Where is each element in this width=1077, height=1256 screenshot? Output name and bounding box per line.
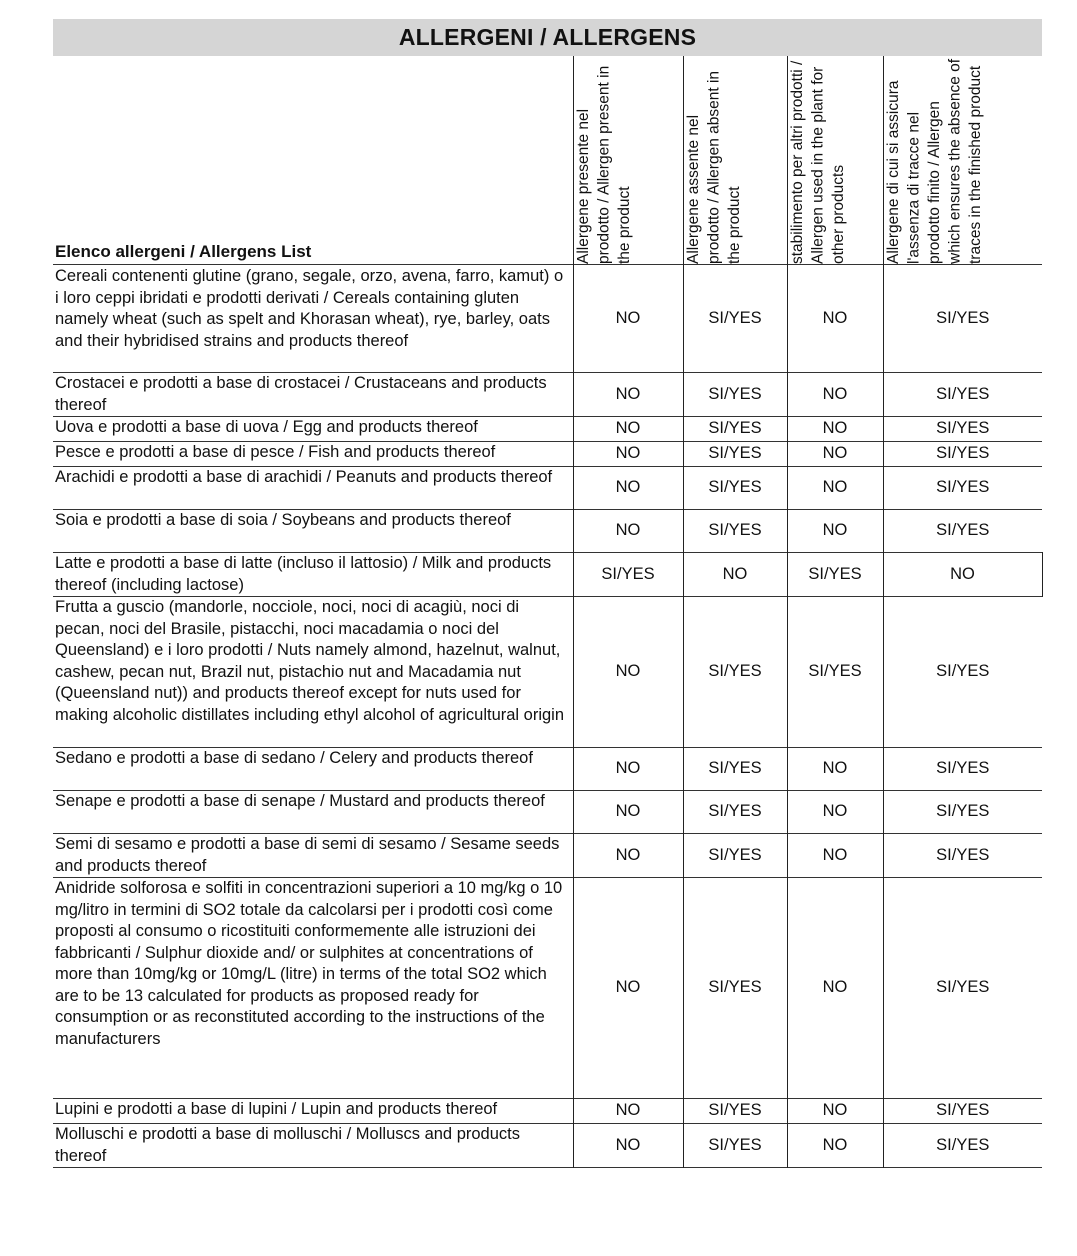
- page-title: ALLERGENI / ALLERGENS: [53, 19, 1042, 56]
- absent-value: SI/YES: [683, 791, 787, 834]
- allergen-name: Anidride solforosa e solfiti in concentrazioni superiori a 10 mg/kg o 10 mg/litro in termini di SO2 totale da calcolarsi per i prodotti così come proposti al consumo o ricostituiti conformemente alle istruzioni dei fabbricanti / Sulphur dioxide and/ or sulphites at concentrations of more than 10mg/kg or 10mg/L (litre) in terms of the total SO2 which are to be 13 calculated for products as proposed ready for consumption or as reconstituted according to the instructions of the manufacturers: [55, 879, 563, 1048]
- table-row: [53, 1099, 1042, 1124]
- traces-value: SI/YES: [883, 373, 1042, 417]
- plant-value: SI/YES: [787, 597, 883, 748]
- allergen-name: Uova e prodotti a base di uova / Egg and products thereof: [55, 418, 478, 436]
- plant-value: NO: [787, 467, 883, 510]
- header-absent-text: Allergene assente nel prodotto / Allergen absent in the product: [684, 70, 743, 264]
- absent-value: NO: [683, 553, 787, 597]
- traces-value: SI/YES: [883, 878, 1042, 1099]
- traces-value: SI/YES: [883, 467, 1042, 510]
- table-row: [53, 442, 1042, 467]
- absent-value: SI/YES: [683, 265, 787, 373]
- traces-value: NO: [883, 553, 1042, 597]
- header-no-traces-text: Allergene di cui si assicura l'assenza di tracce nel prodotto finito / Allergen which ensures the absence of traces in the finished product: [884, 58, 984, 264]
- traces-value: SI/YES: [883, 597, 1042, 748]
- absent-value: SI/YES: [683, 417, 787, 442]
- header-present: [573, 56, 683, 265]
- table-row: [53, 834, 1042, 878]
- allergen-name: Senape e prodotti a base di senape / Mustard and products thereof: [55, 792, 545, 810]
- absent-value: SI/YES: [683, 442, 787, 467]
- traces-value: SI/YES: [883, 265, 1042, 373]
- plant-value: SI/YES: [787, 553, 883, 597]
- header-used-in-plant-text: stabilimento per altri prodotti / Allergen used in the plant for other products: [788, 60, 847, 264]
- plant-value: NO: [787, 373, 883, 417]
- present-value: NO: [573, 417, 683, 442]
- table-row: [53, 791, 1042, 834]
- absent-value: SI/YES: [683, 510, 787, 553]
- table-row: [53, 467, 1042, 510]
- plant-value: NO: [787, 748, 883, 791]
- present-value: NO: [573, 265, 683, 373]
- present-value: NO: [573, 748, 683, 791]
- table-row: [53, 265, 1042, 373]
- present-value: NO: [573, 878, 683, 1099]
- present-value: NO: [573, 1124, 683, 1168]
- allergen-name: Soia e prodotti a base di soia / Soybeans and products thereof: [55, 511, 511, 529]
- allergen-name: Semi di sesamo e prodotti a base di semi di sesamo / Sesame seeds and products thereof: [55, 835, 560, 875]
- allergen-name: Frutta a guscio (mandorle, nocciole, noci, noci di acagiù, noci di pecan, noci del Brasile, pistacchi, noci macadamia o noci del Queensland) e i loro prodotti / Nuts namely almond, hazelnut, walnut, cashew, pecan nut, Brazil nut, pistachio nut and Macadamia nut (Queensland nut)) and products thereof except for nuts used for making alcoholic distillates including ethyl alcohol of agricultural origin: [55, 598, 565, 724]
- allergen-name: Sedano e prodotti a base di sedano / Celery and products thereof: [55, 749, 533, 767]
- table-row: [53, 417, 1042, 442]
- table-row: [53, 1124, 1042, 1168]
- traces-value: SI/YES: [883, 417, 1042, 442]
- table-row: [53, 373, 1042, 417]
- table-row: [53, 748, 1042, 791]
- table-row: [53, 553, 1042, 597]
- traces-value: SI/YES: [883, 834, 1042, 878]
- table-row: [53, 510, 1042, 553]
- allergen-name: Arachidi e prodotti a base di arachidi / Peanuts and products thereof: [55, 468, 553, 486]
- present-value: NO: [573, 373, 683, 417]
- plant-value: NO: [787, 442, 883, 467]
- traces-value: SI/YES: [883, 748, 1042, 791]
- present-value: NO: [573, 597, 683, 748]
- allergen-table: [53, 56, 1043, 1168]
- absent-value: SI/YES: [683, 1124, 787, 1168]
- absent-value: SI/YES: [683, 373, 787, 417]
- traces-value: SI/YES: [883, 510, 1042, 553]
- plant-value: NO: [787, 791, 883, 834]
- allergen-name: Molluschi e prodotti a base di molluschi / Molluscs and products thereof: [55, 1125, 520, 1165]
- present-value: SI/YES: [573, 553, 683, 597]
- traces-value: SI/YES: [883, 442, 1042, 467]
- allergen-name: Lupini e prodotti a base di lupini / Lupin and products thereof: [55, 1100, 498, 1118]
- plant-value: NO: [787, 1099, 883, 1124]
- allergens-list-header: Elenco allergeni / Allergens List: [55, 241, 312, 261]
- allergen-name: Cereali contenenti glutine (grano, segale, orzo, avena, farro, kamut) o i loro ceppi ibridati e prodotti derivati / Cereals containing gluten namely wheat (such as spelt and Khorasan wheat), rye, barley, oats and their hybridised strains and products thereof: [55, 267, 564, 350]
- allergen-name: Crostacei e prodotti a base di crostacei / Crustaceans and products thereof: [55, 374, 547, 414]
- absent-value: SI/YES: [683, 1099, 787, 1124]
- header-row: [53, 56, 1042, 265]
- absent-value: SI/YES: [683, 597, 787, 748]
- plant-value: NO: [787, 1124, 883, 1168]
- header-used-in-plant: [787, 56, 883, 265]
- present-value: NO: [573, 791, 683, 834]
- plant-value: NO: [787, 510, 883, 553]
- present-value: NO: [573, 834, 683, 878]
- table-row: [53, 597, 1042, 748]
- allergen-name: Pesce e prodotti a base di pesce / Fish and products thereof: [55, 443, 496, 461]
- present-value: NO: [573, 467, 683, 510]
- absent-value: SI/YES: [683, 878, 787, 1099]
- plant-value: NO: [787, 834, 883, 878]
- plant-value: NO: [787, 878, 883, 1099]
- traces-value: SI/YES: [883, 791, 1042, 834]
- present-value: NO: [573, 442, 683, 467]
- plant-value: NO: [787, 417, 883, 442]
- present-value: NO: [573, 1099, 683, 1124]
- absent-value: SI/YES: [683, 467, 787, 510]
- absent-value: SI/YES: [683, 834, 787, 878]
- header-absent: [683, 56, 787, 265]
- allergen-name: Latte e prodotti a base di latte (incluso il lattosio) / Milk and products thereof (including lactose): [55, 554, 552, 594]
- traces-value: SI/YES: [883, 1124, 1042, 1168]
- plant-value: NO: [787, 265, 883, 373]
- traces-value: SI/YES: [883, 1099, 1042, 1124]
- header-present-text: Allergene presente nel prodotto / Allergen present in the product: [574, 65, 633, 264]
- header-no-traces: [883, 56, 1042, 265]
- table-row: [53, 878, 1042, 1099]
- present-value: NO: [573, 510, 683, 553]
- absent-value: SI/YES: [683, 748, 787, 791]
